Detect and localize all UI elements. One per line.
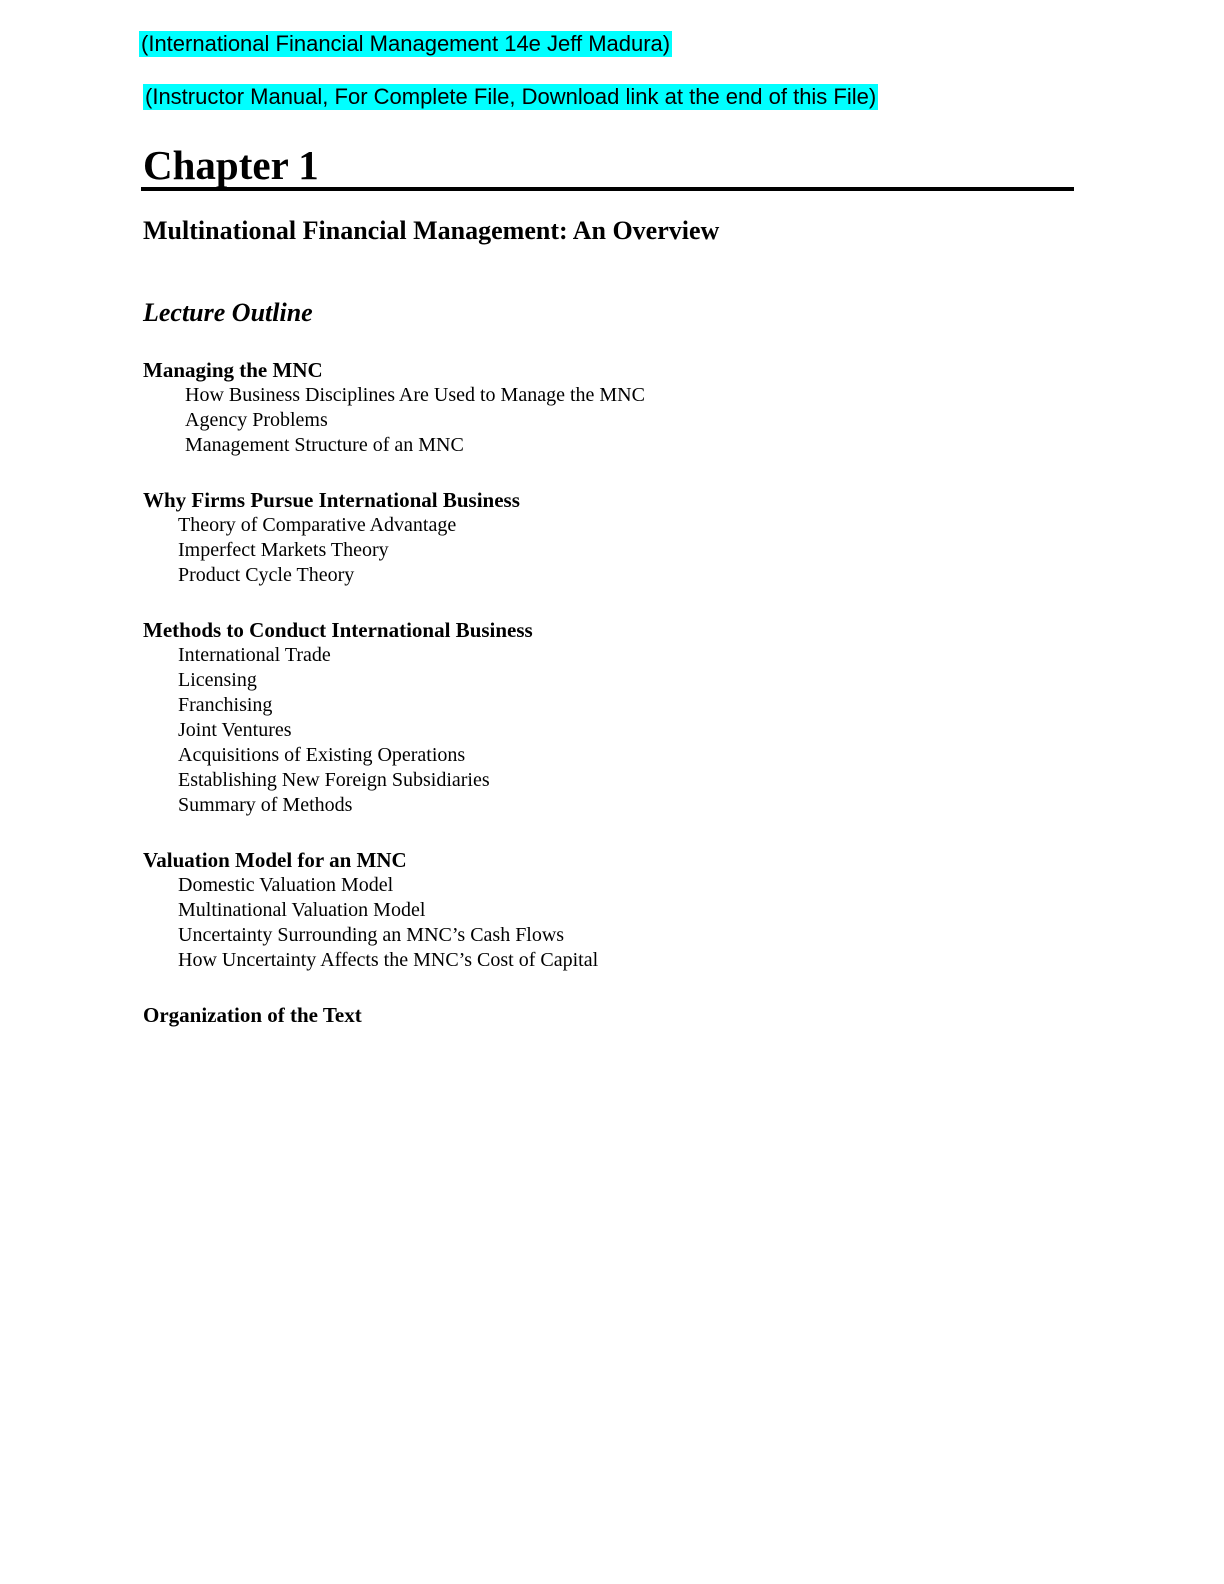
outline-item-list xyxy=(143,383,1043,458)
outline-item: Summary of Methods xyxy=(178,794,353,816)
outline-section xyxy=(143,1002,1043,1028)
outline-item: How Uncertainty Affects the MNC’s Cost of Capital xyxy=(178,949,599,971)
outline-item: Domestic Valuation Model xyxy=(178,874,394,896)
outline-item: How Business Disciplines Are Used to Manage the MNC xyxy=(185,384,645,406)
outline-section xyxy=(143,357,1043,458)
outline-item: Joint Ventures xyxy=(178,719,292,741)
outline-item: Establishing New Foreign Subsidiaries xyxy=(178,769,490,791)
lecture-outline xyxy=(143,357,1043,1057)
book-title-highlight: (International Financial Management 14e Jeff Madura) xyxy=(141,31,671,56)
lecture-outline-heading: Lecture Outline xyxy=(143,298,313,327)
outline-section xyxy=(143,487,1043,588)
outline-section xyxy=(143,847,1043,973)
outline-item-list xyxy=(143,513,1043,588)
outline-item: International Trade xyxy=(178,644,331,666)
outline-item: Multinational Valuation Model xyxy=(178,899,426,921)
outline-section-title: Managing the MNC xyxy=(143,358,323,382)
outline-item: Theory of Comparative Advantage xyxy=(178,514,457,536)
outline-section-title: Methods to Conduct International Business xyxy=(143,618,533,642)
outline-item-list xyxy=(143,643,1043,818)
outline-item: Acquisitions of Existing Operations xyxy=(178,744,466,766)
download-note-highlight: (Instructor Manual, For Complete File, Download link at the end of this File) xyxy=(145,84,877,109)
outline-section-title: Organization of the Text xyxy=(143,1003,362,1027)
outline-item: Management Structure of an MNC xyxy=(185,434,464,456)
outline-item: Imperfect Markets Theory xyxy=(178,539,389,561)
outline-item: Franchising xyxy=(178,694,273,716)
outline-section xyxy=(143,617,1043,818)
outline-section-title: Valuation Model for an MNC xyxy=(143,848,407,872)
outline-item-list xyxy=(143,873,1043,973)
chapter-divider xyxy=(141,187,1074,191)
chapter-subtitle: Multinational Financial Management: An Overview xyxy=(143,216,720,245)
outline-section-title: Why Firms Pursue International Business xyxy=(143,488,520,512)
outline-item: Product Cycle Theory xyxy=(178,564,355,586)
outline-item: Agency Problems xyxy=(185,409,328,431)
outline-item: Licensing xyxy=(178,669,257,691)
chapter-title: Chapter 1 xyxy=(143,142,319,188)
outline-item: Uncertainty Surrounding an MNC’s Cash Flows xyxy=(178,924,565,946)
